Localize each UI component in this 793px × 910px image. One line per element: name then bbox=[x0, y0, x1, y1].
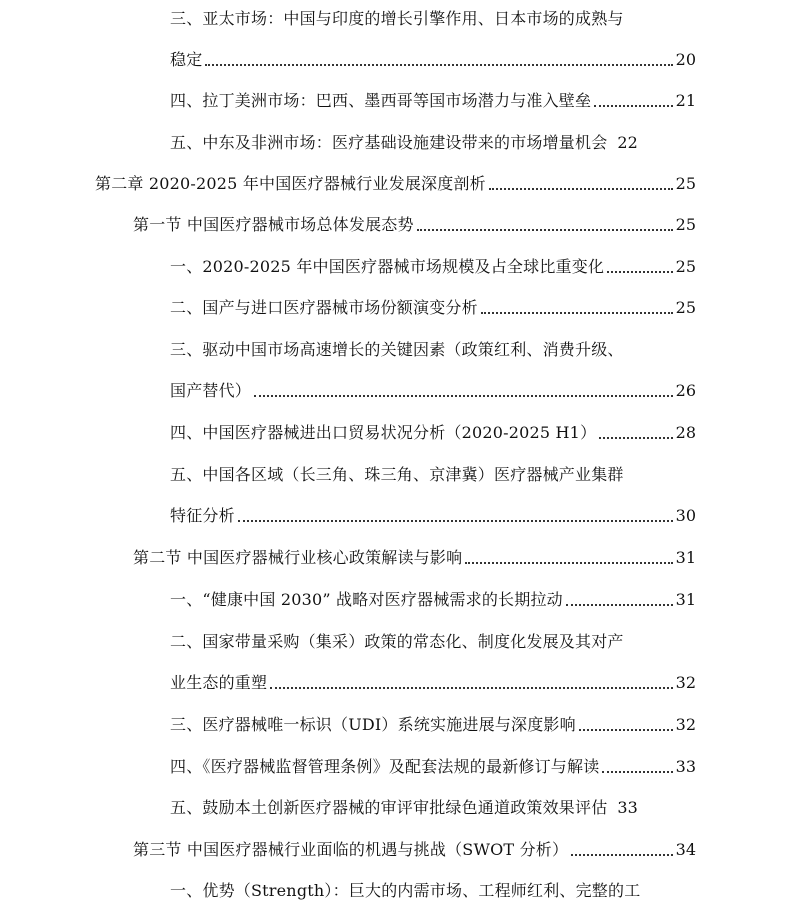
toc-entry-title: 第三节 中国医疗器械行业面临的机遇与挑战（SWOT 分析） bbox=[133, 840, 569, 859]
toc-entry[interactable] bbox=[170, 756, 696, 778]
toc-entry[interactable] bbox=[170, 672, 696, 694]
toc-entry-title: 一、优势（Strength）：巨大的内需市场、工程师红利、完整的工 bbox=[170, 881, 641, 900]
toc-leader-dots bbox=[205, 64, 672, 66]
toc-leader-dots bbox=[481, 312, 673, 314]
toc-entry[interactable] bbox=[170, 256, 696, 278]
toc-page-number: 33 bbox=[617, 798, 638, 817]
toc-page-number: 21 bbox=[675, 91, 696, 110]
toc-entry-title: 二、国家带量采购（集采）政策的常态化、制度化发展及其对产 bbox=[170, 632, 624, 651]
toc-entry[interactable] bbox=[170, 8, 696, 30]
toc-page-number: 32 bbox=[675, 673, 696, 692]
toc-entry-title: 三、驱动中国市场高速增长的关键因素（政策红利、消费升级、 bbox=[170, 340, 624, 359]
toc-entry[interactable] bbox=[170, 422, 696, 444]
toc-entry-title: 第二章 2020-2025 年中国医疗器械行业发展深度剖析 bbox=[95, 174, 486, 193]
toc-page-number: 25 bbox=[675, 257, 696, 276]
toc-page-number: 32 bbox=[675, 715, 696, 734]
toc-leader-dots bbox=[465, 562, 672, 564]
toc-entry[interactable] bbox=[170, 380, 696, 402]
toc-entry-title: 四、拉丁美洲市场：巴西、墨西哥等国市场潜力与准入壁垒 bbox=[170, 91, 592, 110]
toc-entry[interactable] bbox=[170, 132, 696, 154]
toc-entry-title: 一、2020-2025 年中国医疗器械市场规模及占全球比重变化 bbox=[170, 257, 605, 276]
toc-page-number: 25 bbox=[675, 215, 696, 234]
toc-entry-title: 稳定 bbox=[170, 50, 203, 69]
toc-entry[interactable] bbox=[170, 714, 696, 736]
toc-leader-dots bbox=[238, 520, 673, 522]
toc-leader-dots bbox=[270, 687, 672, 689]
toc-page-number: 20 bbox=[675, 50, 696, 69]
toc-entry-title: 五、中东及非洲市场：医疗基础设施建设带来的市场增量机会 bbox=[170, 133, 608, 152]
toc-entry-title: 业生态的重塑 bbox=[170, 673, 268, 692]
toc-page-number: 33 bbox=[675, 757, 696, 776]
toc-entry[interactable] bbox=[170, 297, 696, 319]
toc-entry[interactable] bbox=[170, 464, 696, 486]
toc-entry-title: 国产替代） bbox=[170, 381, 252, 400]
toc-leader-dots bbox=[489, 188, 673, 190]
toc-entry-title: 特征分析 bbox=[170, 506, 235, 525]
toc-leader-dots bbox=[607, 271, 673, 273]
toc-leader-dots bbox=[254, 395, 673, 397]
toc-entry[interactable] bbox=[170, 880, 696, 902]
toc-leader-dots bbox=[602, 771, 672, 773]
toc-leader-dots bbox=[579, 729, 673, 731]
toc-entry[interactable] bbox=[170, 505, 696, 527]
toc-section-entry[interactable] bbox=[133, 839, 696, 861]
toc-section-entry[interactable] bbox=[133, 214, 696, 236]
toc-entry[interactable] bbox=[170, 90, 696, 112]
toc-page-number: 31 bbox=[675, 548, 696, 567]
toc-entry-title: 三、亚太市场：中国与印度的增长引擎作用、日本市场的成熟与 bbox=[170, 9, 624, 28]
toc-leader-dots bbox=[566, 604, 673, 606]
toc-page-number: 25 bbox=[675, 174, 696, 193]
toc-leader-dots bbox=[417, 229, 673, 231]
toc-page-number: 34 bbox=[675, 840, 696, 859]
toc-entry-title: 四、中国医疗器械进出口贸易状况分析（2020-2025 H1） bbox=[170, 423, 597, 442]
toc-entry-title: 二、国产与进口医疗器械市场份额演变分析 bbox=[170, 298, 478, 317]
toc-entry-title: 五、鼓励本土创新医疗器械的审评审批绿色通道政策效果评估 bbox=[170, 798, 608, 817]
toc-entry-title: 一、“健康中国 2030” 战略对医疗器械需求的长期拉动 bbox=[170, 590, 563, 609]
toc-leader-dots bbox=[594, 105, 672, 107]
toc-page-number: 31 bbox=[675, 590, 696, 609]
toc-entry[interactable] bbox=[170, 49, 696, 71]
toc-entry-title: 第二节 中国医疗器械行业核心政策解读与影响 bbox=[133, 548, 463, 567]
toc-page-number: 28 bbox=[675, 423, 696, 442]
toc-leader-dots bbox=[599, 437, 672, 439]
toc-page-number: 25 bbox=[675, 298, 696, 317]
toc-entry[interactable] bbox=[170, 631, 696, 653]
toc-page-number: 26 bbox=[675, 381, 696, 400]
toc-entry[interactable] bbox=[170, 797, 696, 819]
toc-chapter-entry[interactable] bbox=[95, 173, 696, 195]
toc-entry[interactable] bbox=[170, 589, 696, 611]
toc-entry[interactable] bbox=[170, 339, 696, 361]
toc-page-number: 30 bbox=[675, 506, 696, 525]
toc-page-number: 22 bbox=[617, 133, 638, 152]
toc-entry-title: 第一节 中国医疗器械市场总体发展态势 bbox=[133, 215, 414, 234]
toc-entry-title: 三、医疗器械唯一标识（UDI）系统实施进展与深度影响 bbox=[170, 715, 576, 734]
toc-leader-dots bbox=[571, 854, 672, 856]
toc-entry-title: 四、《医疗器械监督管理条例》及配套法规的最新修订与解读 bbox=[170, 757, 600, 776]
toc-entry-title: 五、中国各区域（长三角、珠三角、京津冀）医疗器械产业集群 bbox=[170, 465, 624, 484]
toc-section-entry[interactable] bbox=[133, 547, 696, 569]
